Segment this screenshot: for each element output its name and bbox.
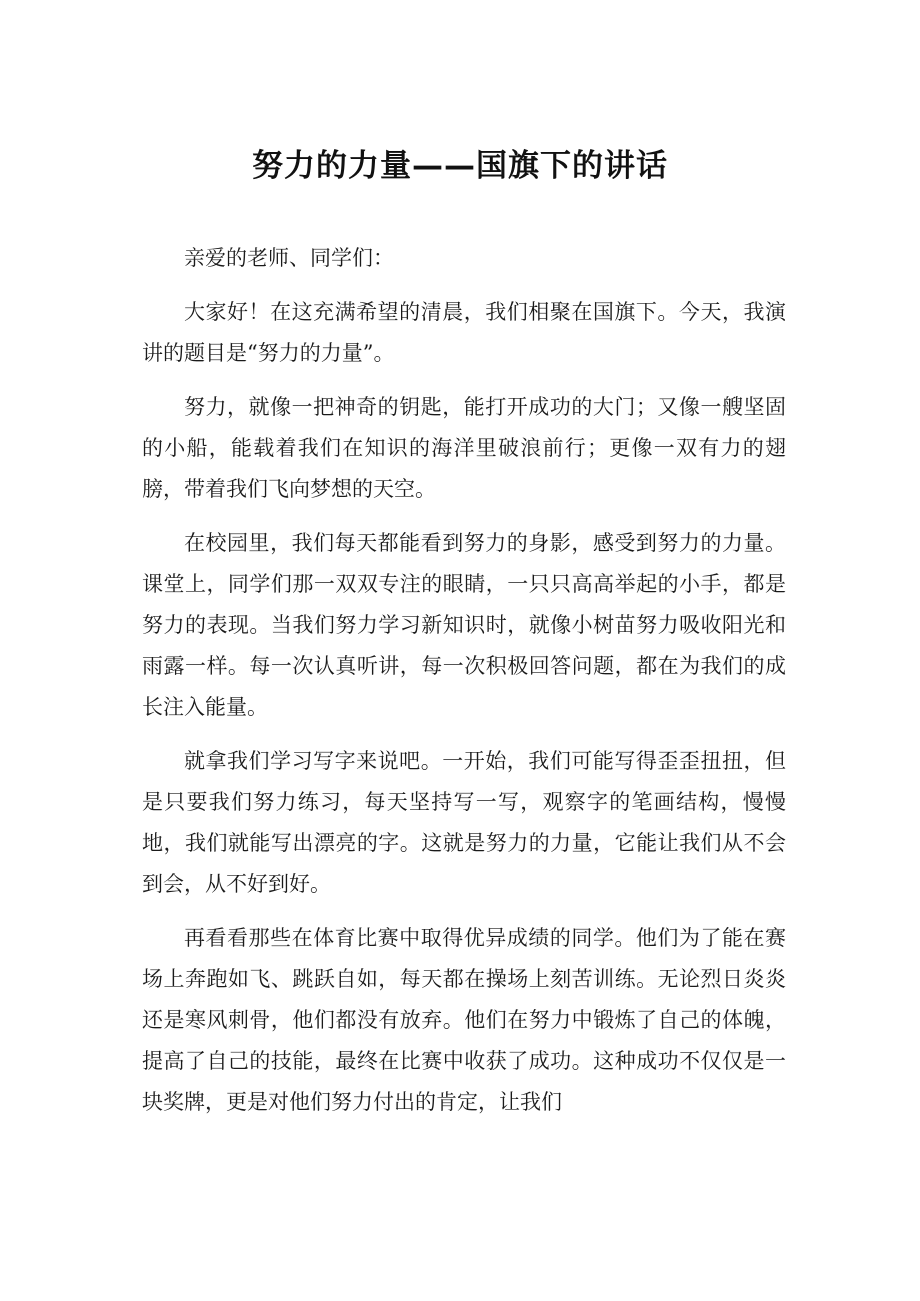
- paragraph-sports: 再看看那些在体育比赛中取得优异成绩的同学。他们为了能在赛场上奔跑如飞、跳跃自如，每天都在操场上刻苦训练。无论烈日炎炎还是寒风刺骨，他们都没有放弃。他们在努力中锻炼了自己的体魄，提高了自己的技能，最终在比赛中收获了成功。这种成功不仅仅是一块奖牌，更是对他们努力付出的肯定，让我们: [142, 926, 786, 1114]
- document-body: [142, 238, 786, 1136]
- document-title: 努力的力量——国旗下的讲话: [252, 148, 668, 184]
- paragraph-intro: 大家好！在这充满希望的清晨，我们相聚在国旗下。今天，我演讲的题目是“努力的力量”。: [142, 300, 786, 365]
- paragraph-metaphor: 努力，就像一把神奇的钥匙，能打开成功的大门；又像一艘坚固的小船，能载着我们在知识的海洋里破浪前行；更像一双有力的翅膀，带着我们飞向梦想的天空。: [142, 395, 786, 501]
- paragraph-greeting: 亲爱的老师、同学们：: [184, 246, 394, 270]
- paragraph-writing: 就拿我们学习写字来说吧。一开始，我们可能写得歪歪扭扭，但是只要我们努力练习，每天坚持写一写，观察字的笔画结构，慢慢地，我们就能写出漂亮的字。这就是努力的力量，它能让我们从不会到会，从不好到好。: [142, 749, 786, 896]
- paragraph-campus: 在校园里，我们每天都能看到努力的身影，感受到努力的力量。课堂上，同学们那一双双专注的眼睛，一只只高高举起的小手，都是努力的表现。当我们努力学习新知识时，就像小树苗努力吸收阳光和雨露一样。每一次认真听讲，每一次积极回答问题，都在为我们的成长注入能量。: [142, 531, 786, 719]
